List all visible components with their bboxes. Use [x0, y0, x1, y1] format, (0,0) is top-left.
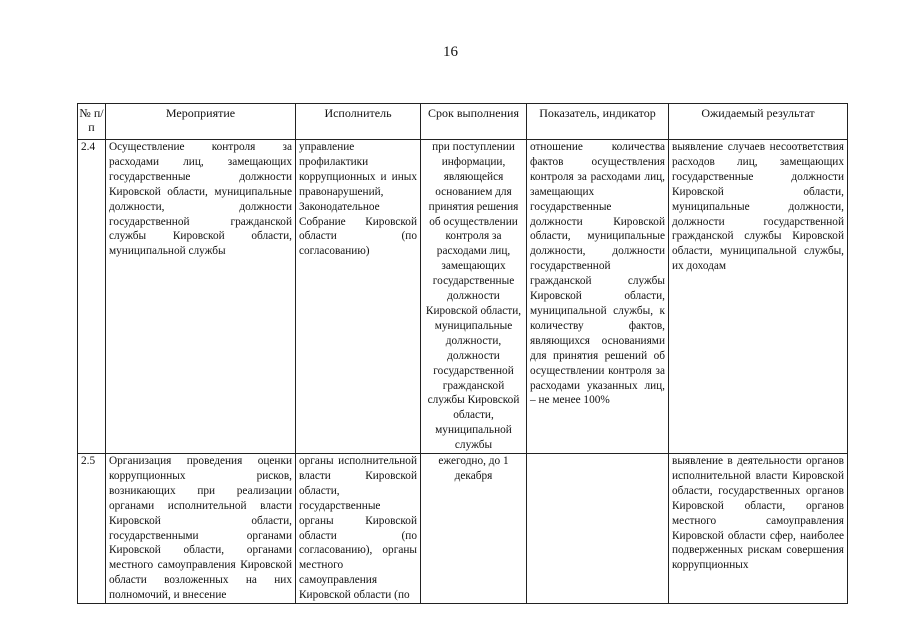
- measure-text: Осуществление контроля за расходами лиц, замещающих государственные должности Кировской области, муниципальные должности, должности государственной гражданской службы Кировской области, муниципальной службы: [109, 141, 292, 258]
- header-result: Ожидаемый результат: [669, 104, 848, 140]
- indicator-text: отношение количества фактов осуществления контроля за расходами лиц, замещающих государственные должности Кировской области, муниципальные должности, должности государственной гражданской службы Кировской области, муниципальной службы, к количеству фактов, являющихся основаниями для принятия решений об осуществлении контроля за расходами указанных лиц, – не менее 100%: [530, 141, 665, 407]
- cell-deadline: [421, 454, 527, 604]
- executor-text: управление профилактики коррупционных и иных правонарушений, Законодательное Собрание Кировской области (по согласованию): [299, 141, 417, 258]
- row-number: 2.5: [81, 455, 96, 468]
- cell-measure: [106, 140, 296, 454]
- deadline-text: ежегодно, до 1 декабря: [438, 455, 509, 482]
- cell-measure: [106, 454, 296, 604]
- table-row: [78, 140, 848, 454]
- header-measure: Мероприятие: [106, 104, 296, 140]
- header-indicator: Показатель, индикатор: [527, 104, 669, 140]
- cell-num: [78, 454, 106, 604]
- table-header-row: [78, 104, 848, 140]
- table-row: [78, 454, 848, 604]
- cell-deadline: [421, 140, 527, 454]
- page-number: 16: [443, 44, 458, 60]
- cell-executor: [296, 140, 421, 454]
- executor-text: органы исполнительной власти Кировской области, государственные органы Кировской области (по согласованию), органы местного самоуправления Кировской области (по: [299, 455, 417, 602]
- header-deadline: Срок выполнения: [421, 104, 527, 140]
- header-executor: Исполнитель: [296, 104, 421, 140]
- cell-indicator: [527, 140, 669, 454]
- deadline-text: при поступлении информации, являющейся основанием для принятия решения об осуществлении контроля за расходами лиц, замещающих государственные должности Кировской области, муниципальные должности, должности государственной гражданской службы Кировской области, муниципальной службы: [425, 141, 522, 452]
- result-text: выявление в деятельности органов исполнительной власти Кировской области, государственных органов Кировской области, органов местного самоуправления Кировской области сфер, наиболее подверженных рискам совершения коррупционных: [672, 455, 844, 572]
- measure-text: Организация проведения оценки коррупционных рисков, возникающих при реализации органами исполнительной власти Кировской области, государственными органами Кировской области, органами местного самоуправления Кировской области возложенных на них полномочий, и внесение: [109, 455, 292, 602]
- cell-result: [669, 454, 848, 604]
- header-num: № п/п: [78, 104, 106, 140]
- cell-num: [78, 140, 106, 454]
- cell-result: [669, 140, 848, 454]
- row-number: 2.4: [81, 141, 96, 153]
- cell-executor: [296, 454, 421, 604]
- measures-table: [77, 103, 848, 604]
- result-text: выявление случаев несоответствия расходов лиц, замещающих государственные должности Кировской области, муниципальные должности, должности государственной гражданской службы Кировской области, муниципальной службы, их доходам: [672, 141, 844, 273]
- cell-indicator: [527, 454, 669, 604]
